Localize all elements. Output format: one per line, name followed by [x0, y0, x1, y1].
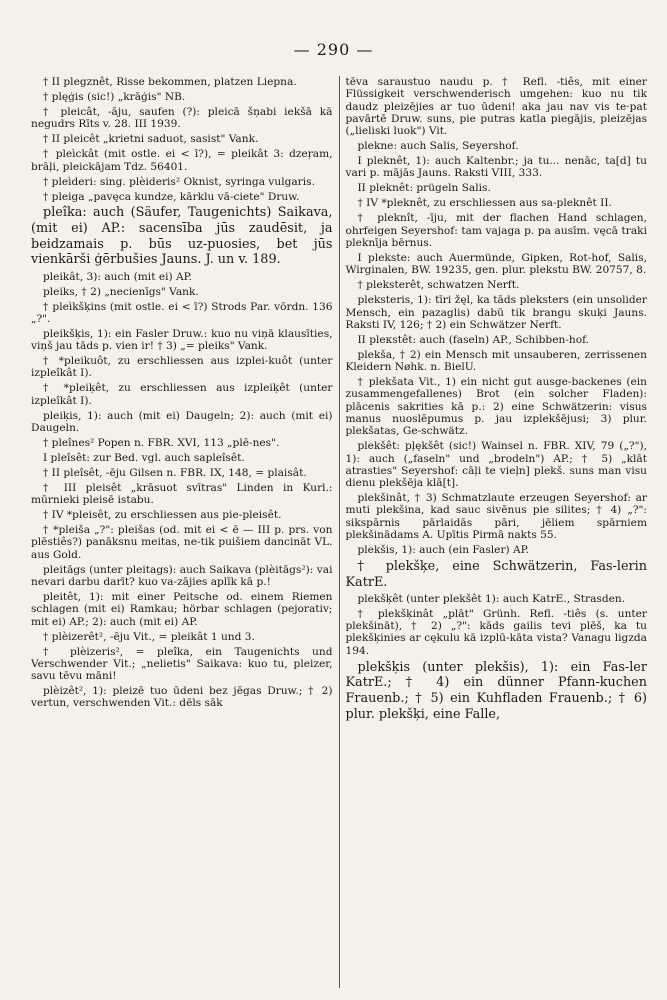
dictionary-entry: plekša, † 2) ein Mensch mit unsauberen, zerrissenen Kleidern Nøhk. n. BielU.	[345, 348, 647, 374]
dictionary-entry: plèizêt², 1): pleizē tuo ūdeni bez jēgas Druw.; † 2) vertun, verschwenden Vit.: dēls sāk	[31, 685, 333, 710]
dictionary-entry: pleitāgs (unter pleitags): auch Saikava (plèitāgs²): vai nevari darbu darīt? kuo va-zājies aplīk kā p.!	[31, 563, 333, 589]
dictionary-entry: plekšķêt (unter plekšêt 1): auch KatrE., Strasden.	[357, 592, 626, 605]
dictionary-entry: II pleknêt: prügeln Salis.	[357, 182, 491, 195]
left-column	[31, 76, 339, 988]
dictionary-entry: plekne: auch Salis, Seyershof.	[357, 140, 519, 153]
two-column-body	[31, 76, 647, 988]
dictionary-entry: † pleiga „pavęca kundze, kārklu vā-ciete" Druw.	[43, 190, 300, 203]
dictionary-entry: pleiķis, 1): auch (mit ei) Daugeln; 2): auch (mit ei) Daugeln.	[31, 409, 333, 434]
right-column	[339, 76, 648, 988]
dictionary-entry: † plęģis (sic!) „krāģis" NB.	[43, 90, 186, 103]
dictionary-entry: pleksteris, 1): tīri žęl, ka tāds pleksters (ein unsolider Mensch, ein pazaglis) dabū tik brangu skuķi Jauns. Raksti IV, 126; † 2) ein Schwätzer Nerft.	[345, 294, 647, 331]
dictionary-entry: † pleknît, -īju, mit der flachen Hand schlagen, ohrfeigen Seyershof: tam vajaga p. pa ausīm. vęcā traki pleknīja bērnus.	[345, 212, 647, 249]
dictionary-entry: † pleìderi: sing. plèideris² Oknist, syringa vulgaris.	[43, 175, 315, 188]
dictionary-entry: † plèizeris², = pleîka, ein Taugenichts und Verschwender Vit.; „nelietis" Saikava: kuo tu, pleizer, savu tēvu māni!	[31, 645, 333, 683]
dictionary-entry: † IV *pleisêt, zu erschliessen aus pie-pleisêt.	[43, 509, 282, 522]
dictionary-entry: I plekste: auch Auermünde, Gipken, Rot-hof, Salis, Wirginalen, BW. 19235, gen. plur. plekstu BW. 20757, 8.	[345, 251, 647, 277]
dictionary-entry: † pleînes² Popen n. FBR. XVI, 113 „plē-nes".	[43, 436, 280, 449]
dictionary-entry: pleikšķis, 1): ein Fasler Druw.: kuo nu viņā klausīties, viņš jau tāds p. vien ir! † 3) „= pleiks" Vank.	[31, 327, 333, 353]
dictionary-entry: † pleicât, -āju, saufen (?): pleicā šņabi iekšā kā negudrs Rīts v. 28. III 1939.	[31, 105, 333, 131]
dictionary-entry: † *pleikuôt, zu erschliessen aus izplei-kuôt (unter izpleîkât I).	[31, 355, 333, 380]
dictionary-entry: II pleкstêt: auch (faseln) AP., Schibben-hof.	[357, 333, 589, 346]
dictionary-entry: † plèizerêt², -ēju Vit., = pleikât 1 und 3.	[43, 630, 255, 643]
dictionary-entry: † plekšķe, eine Schwätzerin, Fas-lerin KatrE.	[345, 559, 647, 590]
dictionary-entry: † pleksterêt, schwatzen Nerft.	[357, 279, 520, 292]
dictionary-entry: † II pleicêt „krietni saduot, sasist" Vank.	[43, 133, 259, 146]
dictionary-entry: pleikât, 3): auch (mit ei) AP.	[43, 270, 192, 283]
dictionary-entry: † III pleisêt „krāsuot svītras" Linden in Kurl.: mūrnieki pleisē istabu.	[31, 481, 333, 507]
dictionary-entry: † IV *pleknêt, zu erschliessen aus sa-pleknêt II.	[357, 197, 612, 210]
dictionary-entry: † pleìckât (mit ostle. ei < ī?), = pleikât 3: dzeŗam, brāļi, pleickājam Tdz. 56401.	[31, 148, 333, 173]
dictionary-entry: plekšķis (unter plekšis), 1): ein Fas-ler KatrE.; † 4) ein dünner Pfann-kuchen Frauenb.; † 5) ein Kuhfladen Frauenb.; † 6) plur. plekšķi, eine Falle,	[345, 659, 647, 722]
dictionary-entry: † *pleiķêt, zu erschliessen aus izpleiķêt (unter izpleîkât I).	[31, 382, 333, 407]
dictionary-entry: plekšinât, † 3) Schmatzlaute erzeugen Seyershof: ar muti plekšina, kad sauc sivēnus pie silites; † 4) „?": sikspārnis pārlaidās pāri, jēliem spārniem plekšinādams A. Upītis Pirmā nakts 55.	[345, 492, 647, 542]
dictionary-entry: † plekšata Vit., 1) ein nicht gut ausge-backenes (ein zusammengefallenes) Brot (ein solcher Fladen): plācenis sakrities kā p.: 2) eine Schwätzerin: visus manus nuoslēpumus p. jau izplekšējusi; 3) plur. plekšatas, Ge-schwätz.	[345, 376, 647, 438]
dictionary-entry: pleîka: auch (Säufer, Taugenichts) Saikava, (mit ei) AP.: sacensība jūs zaudēsit, ja beidzamais p. būs uz-puosies, bet jūs vienkārši ģērbušies Jauns. J. un v. 189.	[31, 205, 333, 268]
dictionary-entry: tēva saraustuo naudu p. † Refl. -tiês, mit einer Flüssigkeit verschwenderisch umgehen: kuo nu tik daudz pleizējies ar tuo ūdeni! aka jau nav vis te·pat pavārtē Druw. suns, pie putras katla piegājis, pleizējas („lieliski luok") Vit.	[345, 76, 647, 138]
dictionary-entry: † II pleîsêt, -ēju Gilsen n. FBR. IX, 148, = plaisât.	[43, 466, 307, 479]
dictionary-entry: pleitêt, 1): mit einer Peitsche od. einem Riemen schlagen (mit ei) Ramkau; hörbar schlagen (pejorativ; mit ei) AP.; 2): auch (mit ei) AP.	[31, 591, 333, 628]
dictionary-entry: plekšis, 1): auch (ein Fasler) AP.	[357, 544, 530, 557]
page-number: — 290 —	[293, 40, 374, 59]
dictionary-entry: plekšêt: pļękšêt (sic!) Wainsel n. FBR. XIV, 79 („?"), 1): auch („faseln" und „brodeln") AP.; † 5) „klāt atrasties" Seyershof: cāļi te vieļn] plekš. suns man visu dienu plekšēja klā[t].	[345, 440, 647, 490]
dictionary-entry: pleiks, † 2) „necienīgs" Vank.	[43, 285, 199, 298]
dictionary-entry: I pleîsêt: zur Bed. vgl. auch saplеîsêt.	[43, 451, 245, 464]
dictionary-entry: I pleknêt, 1): auch Kaltenbr.; ja tu... nenāc, ta[d] tu vari p. mājās Jauns. Raksti VIII, 333.	[345, 155, 647, 180]
dictionary-entry: † *pleiša „?": pleišas (od. mit ei < ē — III p. prs. von plēstiês?) panāksnu meitas, ne-tik puišiem dancināt VL. aus Gold.	[31, 524, 333, 561]
dictionary-entry: † plekšķinât „plāt" Grünh. Refl. -tiês (s. unter plekšināt), † 2) „?": kāds gailis tevi plēš, ka tu plekšķinies ar cękulu kā izplū-kāta vista? Vanagu ligzda 194.	[345, 607, 647, 657]
dictionary-entry: † pleìkšķins (mit ostle. ei < ī?) Strods Par. vōrdn. 136 „?".	[31, 300, 333, 325]
dictionary-entry: † II plegznêt, Risse bekommen, platzen Liepna.	[43, 76, 297, 88]
